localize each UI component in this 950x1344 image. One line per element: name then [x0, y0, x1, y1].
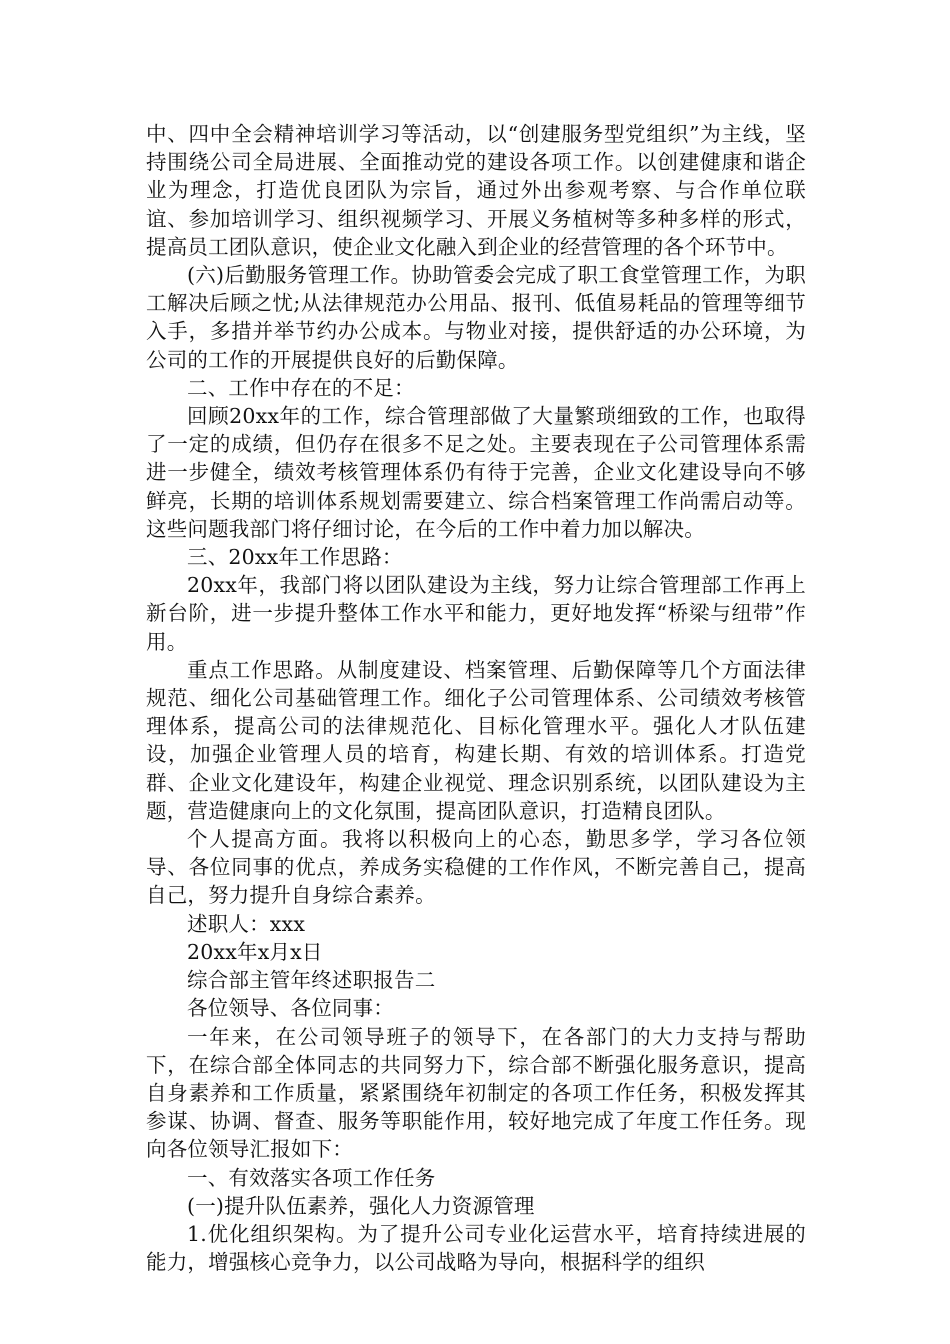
- paragraph-key-work: 重点工作思路。从制度建设、档案管理、后勤保障等几个方面法律规范、细化公司基础管理工作。细化子公司管理体系、公司绩效考核管理体系，提高公司的法律规范化、目标化管理水平。强化人才队伍建设，加强企业管理人员的培育，构建长期、有效的培训体系。打造党群、企业文化建设年，构建企业视觉、理念识别系统，以团队建设为主题，营造健康向上的文化氛围，提高团队意识，打造精良团队。: [146, 657, 806, 823]
- document-page: [146, 120, 806, 1276]
- report-title-two: 综合部主管年终述职报告二: [187, 968, 436, 993]
- paragraph-year-summary: 一年来，在公司领导班子的领导下，在各部门的大力支持与帮助下，在综合部全体同志的共同努力下，综合部不断强化服务意识，提高自身素养和工作质量，紧紧围绕年初制定的各项工作任务，积极发挥其参谋、协调、督查、服务等职能作用，较好地完成了年度工作任务。现向各位领导汇报如下：: [146, 1024, 806, 1162]
- paragraph-review: 回顾20xx年的工作，综合管理部做了大量繁琐细致的工作，也取得了一定的成绩，但仍存在很多不足之处。主要表现在子公司管理体系需进一步健全，绩效考核管理体系仍有待于完善，企业文化建设导向不够鲜亮，长期的培训体系规划需要建立、综合档案管理工作尚需启动等。这些问题我部门将仔细讨论，在今后的工作中着力加以解决。: [146, 404, 806, 541]
- salutation: 各位领导、各位同事：: [187, 996, 394, 1021]
- paragraph-org-structure: 1.优化组织架构。为了提升公司专业化运营水平，培育持续进展的能力，增强核心竞争力，以公司战略为导向，根据科学的组织: [146, 1221, 806, 1275]
- paragraph-logistics: (六)后勤服务管理工作。协助管委会完成了职工食堂管理工作，为职工解决后顾之忧;从法律规范办公用品、报刊、低值易耗品的管理等细节入手，多措并举节约办公成本。与物业对接，提供舒适的办公环境，为公司的工作的开展提供良好的后勤保障。: [146, 263, 806, 372]
- paragraph-personal: 个人提高方面。我将以积极向上的心态，勤思多学，学习各位领导、各位同事的优点，养成务实稳健的工作作风，不断完善自己，提高自己，努力提升自身综合素养。: [146, 827, 806, 908]
- heading-implement-tasks: 一、有效落实各项工作任务: [187, 1165, 436, 1190]
- signature-reporter: 述职人：xxx: [187, 911, 306, 936]
- signature-date: 20xx年x月x日: [187, 939, 323, 964]
- heading-hr-management: (一)提升队伍素养，强化人力资源管理: [187, 1193, 535, 1218]
- heading-work-plan: 三、20xx年工作思路：: [187, 545, 403, 570]
- paragraph-team-building: 20xx年，我部门将以团队建设为主线，努力让综合管理部工作再上新台阶，进一步提升整体工作水平和能力，更好地发挥“桥梁与纽带”作用。: [146, 573, 806, 654]
- paragraph-party-building: 中、四中全会精神培训学习等活动，以“创建服务型党组织”为主线，坚持围绕公司全局进展、全面推动党的建设各项工作。以创建健康和谐企业为理念，打造优良团队为宗旨，通过外出参观考察、与合作单位联谊、参加培训学习、组织视频学习、开展义务植树等多种多样的形式，提高员工团队意识，使企业文化融入到企业的经营管理的各个环节中。: [146, 122, 806, 259]
- heading-shortcomings: 二、工作中存在的不足：: [187, 375, 415, 400]
